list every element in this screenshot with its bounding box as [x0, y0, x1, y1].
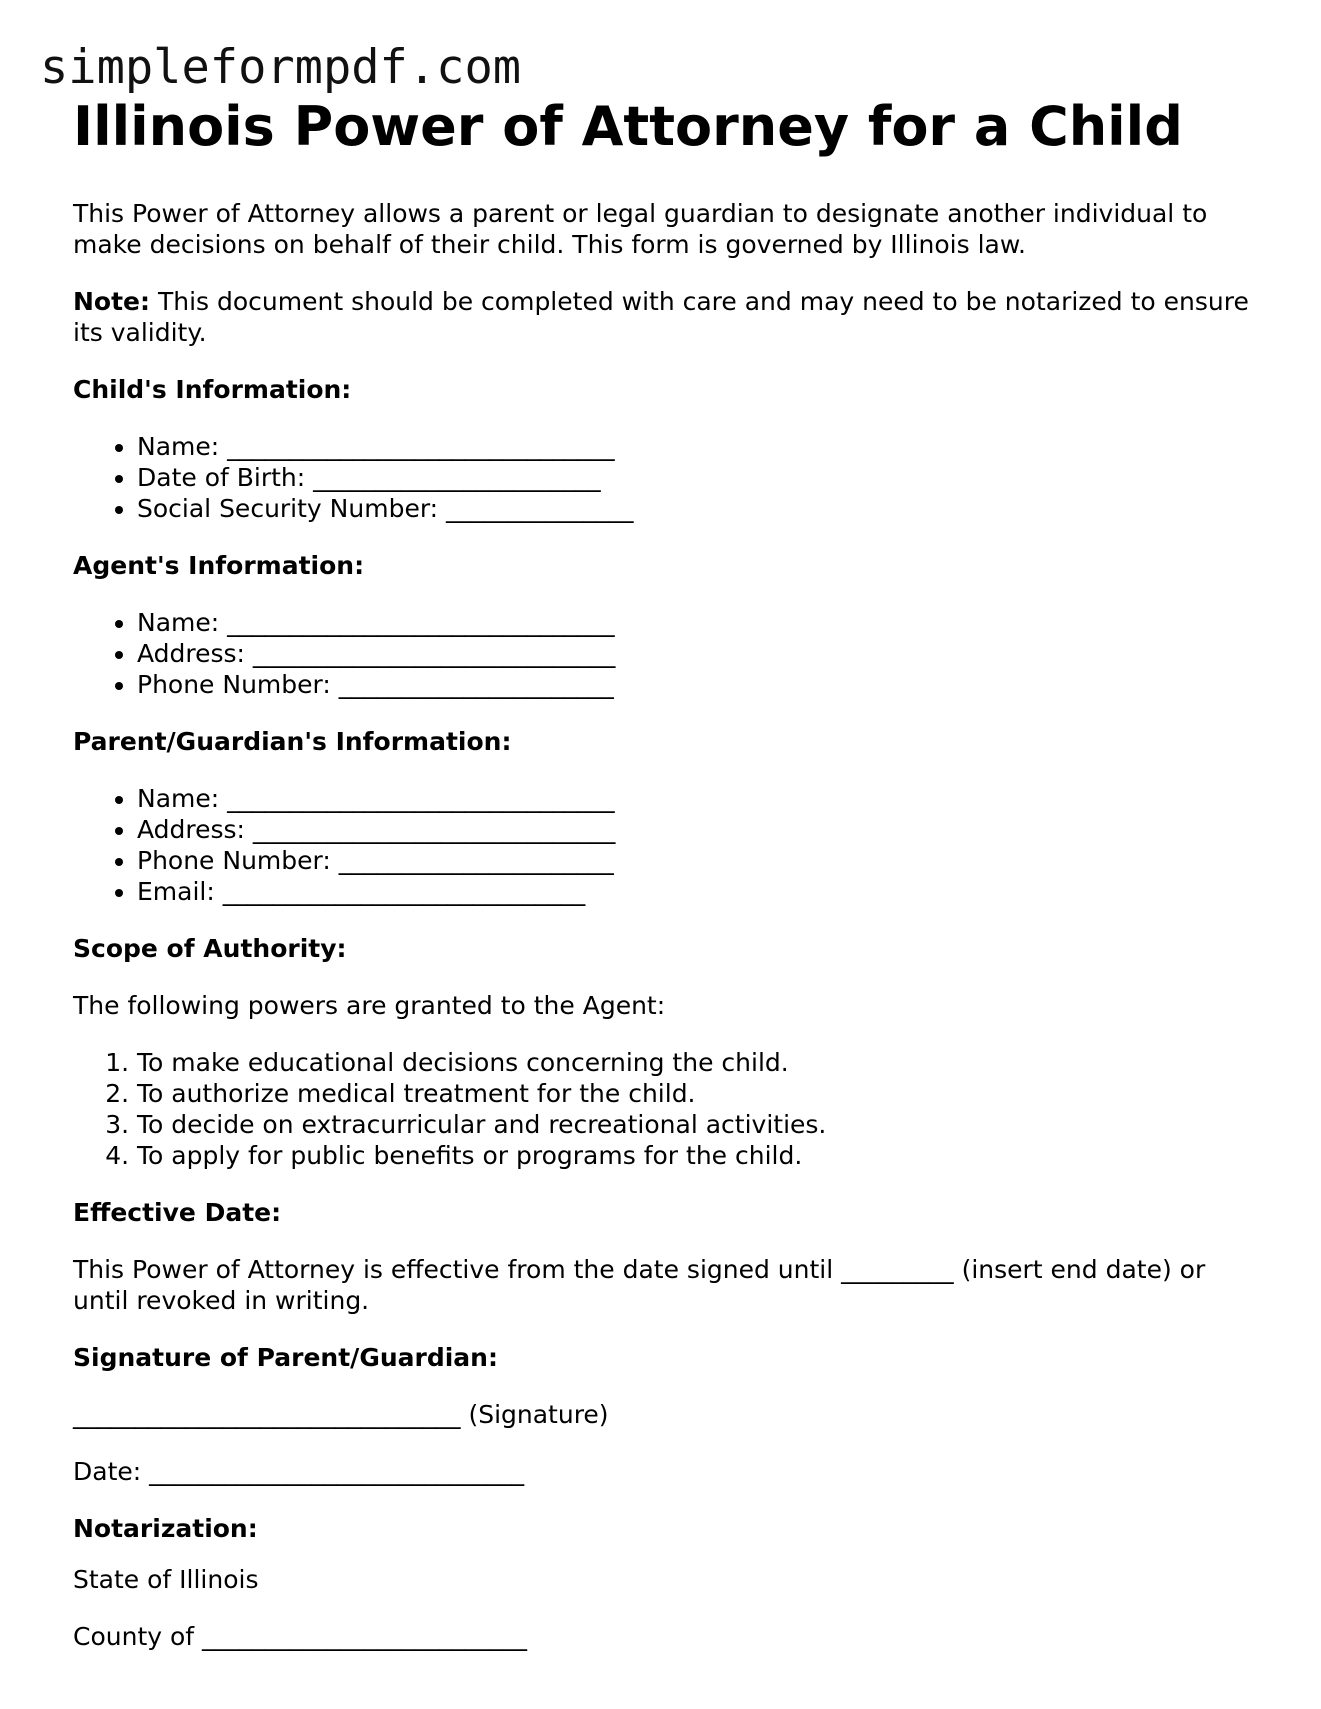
parent-address-field[interactable]: • Address: _____________________________ [137, 814, 1253, 845]
scope-list [73, 1047, 1253, 1171]
agent-info-list [73, 607, 1253, 700]
parent-name-field[interactable]: • Name: _______________________________ [137, 783, 1253, 814]
child-name-field[interactable]: • Name: _______________________________ [137, 431, 1253, 462]
scope-item: 1. To make educational decisions concerning the child. [137, 1047, 1253, 1078]
scope-heading: Scope of Authority: [73, 934, 347, 963]
page-title: Illinois Power of Attorney for a Child [73, 95, 1183, 158]
note-label: Note: [73, 287, 151, 316]
scope-item: 4. To apply for public benefits or programs for the child. [137, 1140, 1253, 1171]
effective-date-heading: Effective Date: [73, 1198, 282, 1227]
notary-state: State of Illinois [73, 1565, 259, 1594]
child-dob-field[interactable]: • Date of Birth: _______________________ [137, 462, 1253, 493]
agent-phone-field[interactable]: • Phone Number: ______________________ [137, 669, 1253, 700]
note-paragraph [73, 286, 1253, 348]
scope-item: 2. To authorize medical treatment for the child. [137, 1078, 1253, 1109]
parent-email-field[interactable]: • Email: _____________________________ [137, 876, 1253, 907]
parent-phone-field[interactable]: • Phone Number: ______________________ [137, 845, 1253, 876]
signature-heading: Signature of Parent/Guardian: [73, 1343, 498, 1372]
notarization-heading: Notarization: [73, 1514, 258, 1543]
scope-intro: The following powers are granted to the Agent: [73, 991, 666, 1020]
watermark-text: simpleformpdf.com [40, 40, 522, 95]
signature-field[interactable]: _______________________________ (Signature) [73, 1400, 609, 1429]
note-text: This document should be completed with care and may need to be notarized to ensure its validity. [73, 287, 1249, 347]
child-info-list [73, 431, 1253, 524]
scope-item: 3. To decide on extracurricular and recreational activities. [137, 1109, 1253, 1140]
parent-info-list [73, 783, 1253, 907]
parent-info-heading: Parent/Guardian's Information: [73, 727, 512, 756]
notary-county-field[interactable]: County of __________________________ [73, 1622, 528, 1651]
agent-address-field[interactable]: • Address: _____________________________ [137, 638, 1253, 669]
signature-date-field[interactable]: Date: ______________________________ [73, 1457, 525, 1486]
document-page [73, 92, 1253, 1652]
agent-name-field[interactable]: • Name: _______________________________ [137, 607, 1253, 638]
intro-paragraph: This Power of Attorney allows a parent or legal guardian to designate another individual to make decisions on behalf of their child. This form is governed by Illinois law. [73, 199, 1208, 259]
child-ssn-field[interactable]: • Social Security Number: _______________ [137, 493, 1253, 524]
agent-info-heading: Agent's Information: [73, 551, 365, 580]
child-info-heading: Child's Information: [73, 375, 352, 404]
effective-date-text[interactable]: This Power of Attorney is effective from the date signed until _________ (insert end date) or until revoked in writing. [73, 1255, 1206, 1315]
